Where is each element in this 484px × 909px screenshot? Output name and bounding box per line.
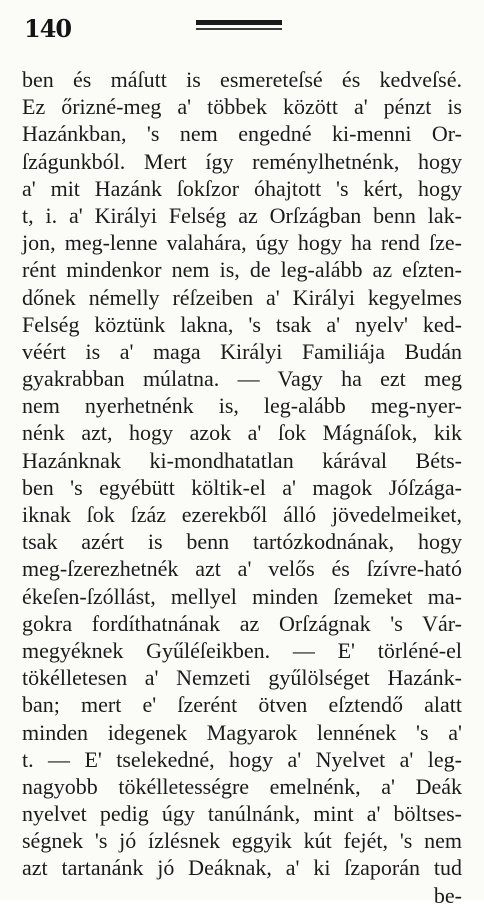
text-line: iknak ſok ſzáz ezerekből álló jövedelmeiket, (22, 502, 462, 527)
page-number: 140 (24, 14, 72, 43)
text-line: ségnek 's jó ízlésnek eggyik kút fejét, 's nem (22, 828, 462, 854)
text-line: tsak azért is benn tartózkodnának, hogy (22, 529, 462, 555)
text-line: megyéknek Gyűléſeikben. — E' törléné-el (22, 637, 462, 663)
text-line: minden idegenek Magyarok lennének 's a' (22, 719, 462, 745)
catchword: be- (433, 882, 462, 908)
text-line: nénk azt, hogy azok a' ſok Mágnáſok, kik (22, 420, 462, 446)
text-line: dőnek némelly réſzeiben a' Királyi kegyelmes (22, 284, 462, 310)
text-line: rént mindenkor nem is, de leg-alább az eſzten- (22, 257, 462, 283)
text-line: meg-ſzerezhetnék azt a' velős és ſzívre-ható (22, 556, 462, 582)
text-line: nyelvet pedig úgy tanúlnánk, mint a' böltses- (22, 801, 462, 827)
text-line: Felség köztünk lakna, 's tsak a' nyelv' ked- (22, 311, 462, 337)
text-line: ékeſen-ſzóllást, mellyel minden ſzemeket ma- (22, 583, 462, 609)
text-line: gokra fordíthatnának az Orſzágnak 's Vár- (22, 610, 462, 636)
text-line: jon, meg-lenne valahára, úgy hogy ha rend ſze- (22, 230, 462, 256)
text-line: nem nyerhetnénk is, leg-alább meg-nyer- (22, 393, 462, 419)
text-line: ſzágunkból. Mert így reménylhetnénk, hogy (22, 148, 462, 174)
text-line: a' mit Hazánk ſokſzor óhajtott 's kért, hogy (22, 175, 462, 201)
header-rule-thick (196, 20, 282, 25)
text-line: t. — E' tselekedné, hogy a' Nyelvet a' leg- (22, 746, 462, 772)
text-line: Ez őrizné-meg a' többek között a' pénzt is (22, 94, 462, 120)
body-text (22, 66, 462, 909)
text-line: Hazánknak ki-mondhatatlan kárával Béts- (22, 447, 462, 473)
text-line: ben és máſutt is esmereteſsé és kedveſsé. (22, 67, 462, 92)
header-rule-thin (196, 28, 282, 30)
text-line: ban; mert e' ſzerént ötven eſztendő alatt (22, 692, 462, 718)
text-line: nagyobb tökélletességre emelnénk, a' Deák (22, 773, 462, 799)
text-line: ben 's egyébütt költik-el a' magok Jóſzága- (22, 474, 462, 500)
text-line: Hazánkban, 's nem engedné ki-menni Or- (22, 121, 462, 147)
header-ornament-rule (196, 20, 282, 34)
text-line: azt tartanánk jó Deáknak, a' ki ſzaporán tud (22, 855, 462, 881)
text-line: gyakrabban múlatna. — Vagy ha ezt meg (22, 366, 462, 392)
text-line: véért is a' maga Királyi Familiája Budán (22, 338, 462, 364)
text-line: t, i. a' Királyi Felség az Orſzágban benn lak- (22, 202, 462, 228)
text-line: tökélletesen a' Nemzeti gyűlölséget Hazánk- (22, 665, 462, 691)
